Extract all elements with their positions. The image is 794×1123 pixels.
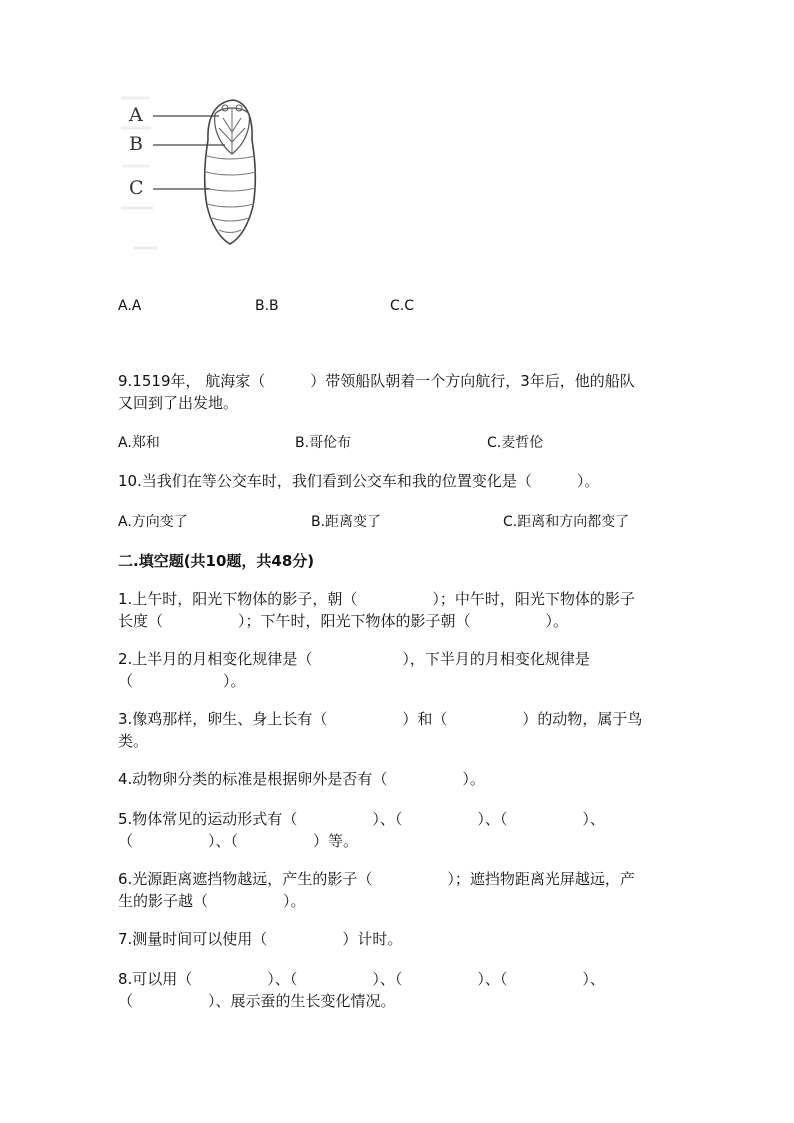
q9-option-c[interactable]: C.麦哲伦 — [487, 435, 544, 451]
figure-label-a: A — [129, 104, 143, 126]
fill-item-8 — [118, 968, 605, 1012]
fill-item-6-line-2: 生的影子越（ ）。 — [118, 892, 306, 910]
fill-item-4-line-1: 4.动物卵分类的标准是根据卵外是否有（ ）。 — [118, 770, 485, 788]
question-9-line-1: 9.1519年， 航海家（ ）带领船队朝着一个方向航行，3年后，他的船队 — [118, 372, 635, 390]
q10-option-a[interactable]: A.方向变了 — [118, 514, 188, 530]
fill-item-7-line-1: 7.测量时间可以使用（ ）计时。 — [118, 930, 403, 948]
pupa-figure — [115, 88, 285, 258]
fill-item-6-line-1: 6.光源距离遮挡物越远，产生的影子（ ）；遮挡物距离光屏越远，产 — [118, 870, 635, 888]
q8-option-a[interactable]: A.A — [118, 298, 142, 314]
fill-item-2-line-2: （ ）。 — [118, 672, 246, 690]
fill-item-8-line-1: 8.可以用（ ）、（ ）、（ ）、（ ）、 — [118, 970, 605, 988]
fill-item-1 — [118, 588, 635, 632]
fill-item-2-line-1: 2.上半月的月相变化规律是（ ），下半月的月相变化规律是 — [118, 650, 590, 668]
q10-option-b[interactable]: B.距离变了 — [311, 514, 382, 530]
fill-item-3 — [118, 708, 642, 752]
q8-option-b[interactable]: B.B — [255, 298, 279, 314]
fill-item-7 — [118, 928, 402, 950]
fill-item-5-line-2: （ ）、（ ）等。 — [118, 832, 359, 850]
fill-item-6 — [118, 868, 635, 912]
fill-item-1-line-1: 1.上午时，阳光下物体的影子，朝（ ）；中午时，阳光下物体的影子 — [118, 590, 635, 608]
fill-item-2 — [118, 648, 590, 692]
figure-label-c: C — [129, 177, 144, 199]
figure-label-b: B — [129, 133, 143, 155]
fill-item-4 — [118, 768, 485, 790]
fill-item-1-line-2: 长度（ ）；下午时，阳光下物体的影子朝（ ）。 — [118, 612, 569, 630]
question-9-line-2: 又回到了出发地。 — [118, 394, 239, 412]
question-9 — [118, 370, 635, 414]
question-10: 10.当我们在等公交车时，我们看到公交车和我的位置变化是（ ）。 — [118, 472, 600, 490]
fill-item-3-line-1: 3.像鸡那样，卵生、身上长有（ ）和（ ）的动物，属于鸟 — [118, 710, 643, 728]
fill-item-8-line-2: （ ）、展示蚕的生长变化情况。 — [118, 992, 396, 1010]
fill-item-3-line-2: 类。 — [118, 732, 149, 750]
q9-option-b[interactable]: B.哥伦布 — [295, 435, 352, 451]
fill-item-5 — [118, 808, 605, 852]
q9-option-a[interactable]: A.郑和 — [118, 435, 160, 451]
fill-item-5-line-1: 5.物体常见的运动形式有（ ）、（ ）、（ ）、 — [118, 810, 605, 828]
section-2-heading: 二.填空题(共10题，共48分) — [118, 552, 315, 570]
q8-option-c[interactable]: C.C — [390, 298, 415, 314]
q10-option-c[interactable]: C.距离和方向都变了 — [503, 514, 630, 530]
